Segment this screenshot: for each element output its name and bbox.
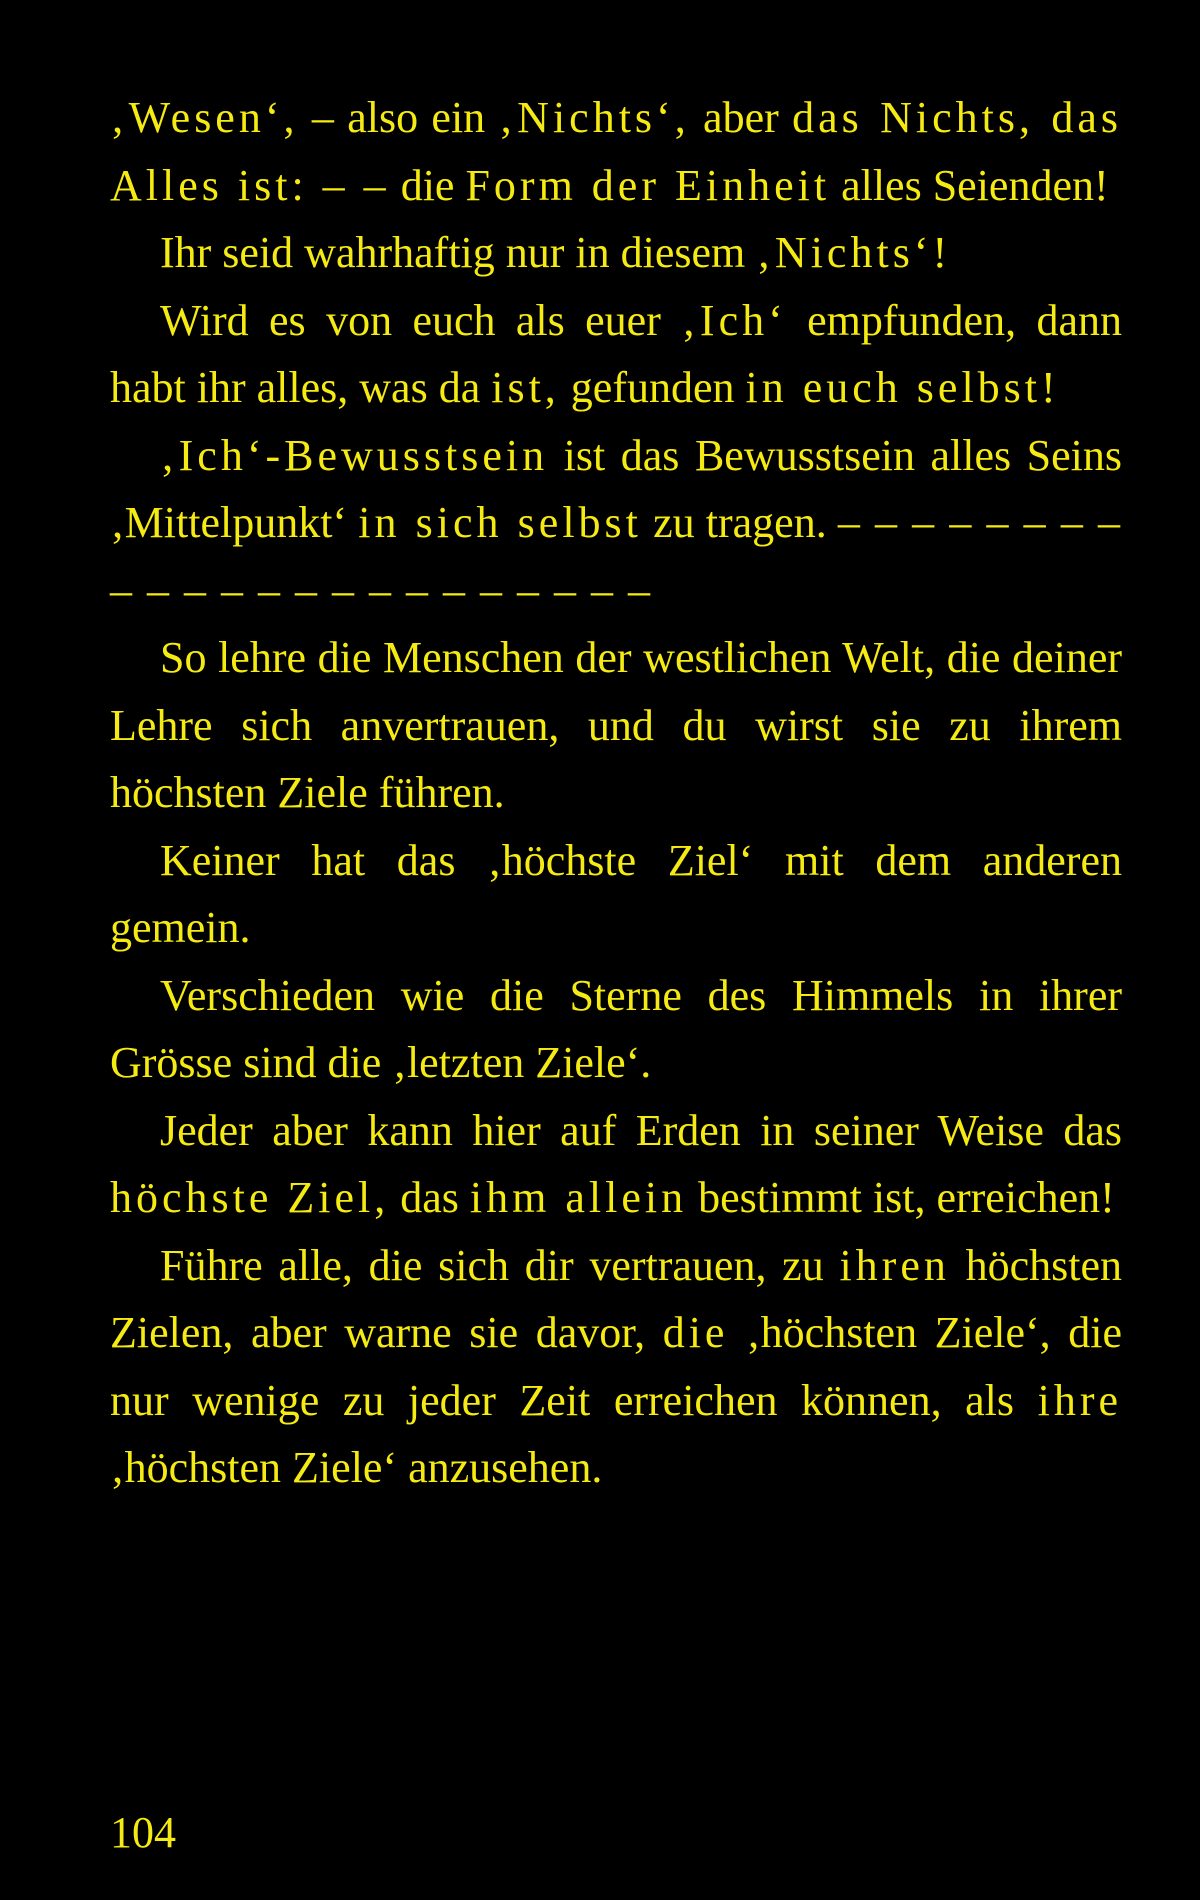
page-number: 104 bbox=[110, 1808, 176, 1857]
text-run: ist das Bewusstsein alles Seins ‚Mittelpunkt‘ bbox=[110, 430, 1122, 547]
paragraph bbox=[110, 84, 1122, 219]
text-run: Führe alle, die sich dir vertrauen, zu bbox=[160, 1240, 840, 1290]
spaced-emphasis-text: ‚Wesen‘, bbox=[110, 93, 299, 142]
text-run: gefunden bbox=[559, 363, 746, 412]
spaced-emphasis-text: in sich selbst bbox=[358, 498, 642, 547]
spaced-emphasis-text: ‚Ich‘ bbox=[681, 295, 787, 345]
spaced-emphasis-text: das Nichts, das Alles ist: – – bbox=[110, 93, 1122, 210]
spaced-emphasis-text: ist, bbox=[491, 363, 560, 412]
text-run: Wird es von euch als euer bbox=[160, 295, 682, 345]
text-run: Jeder aber kann hier auf Erden in seiner Weise das bbox=[160, 1105, 1122, 1155]
text-run: ‚höchsten Ziele‘ anzusehen. bbox=[110, 1443, 603, 1492]
spaced-emphasis-text: in euch selbst! bbox=[745, 363, 1060, 412]
text-run: empfunden, dann habt ihr alles, was da bbox=[110, 295, 1122, 412]
paragraph bbox=[110, 287, 1122, 422]
text-run: bestimmt ist, erreichen! bbox=[687, 1173, 1115, 1222]
spaced-emphasis-text: ihre bbox=[1037, 1375, 1122, 1425]
spaced-emphasis-text: ‚Nichts‘! bbox=[756, 228, 952, 277]
text-run: zu tragen. bbox=[641, 498, 838, 547]
spaced-emphasis-text: ihm allein bbox=[469, 1173, 688, 1222]
spaced-emphasis-text: Form der Einheit bbox=[465, 160, 831, 210]
paragraph bbox=[110, 1097, 1122, 1232]
text-run: Keiner hat das ‚höchste Ziel‘ mit dem anderen gemein. bbox=[110, 835, 1122, 952]
dash-rule: – – – – – – – – – – – – – – – – – – – – – – – bbox=[110, 498, 1122, 615]
page-body-text bbox=[110, 84, 1122, 1502]
paragraph bbox=[110, 827, 1122, 962]
spaced-emphasis-text: ‚Nichts‘, bbox=[498, 93, 690, 142]
spaced-emphasis-text: höchste Ziel, bbox=[110, 1173, 390, 1222]
paragraph bbox=[110, 1232, 1122, 1502]
spaced-emphasis-text: ‚Ich‘-Bewusstsein bbox=[160, 430, 549, 480]
text-run: So lehre die Menschen der westlichen Welt, die deiner Lehre sich anvertrauen, und du wirst sie zu ihrem höchsten Ziele führen. bbox=[110, 633, 1122, 817]
paragraph bbox=[110, 624, 1122, 827]
text-run: Ihr seid wahrhaftig nur in diesem bbox=[160, 228, 757, 277]
text-run: die bbox=[389, 160, 466, 210]
text-run: – also ein bbox=[298, 93, 499, 142]
text-run: aber bbox=[689, 93, 793, 142]
text-run: höchsten Zielen, aber warne sie davor, bbox=[110, 1240, 1122, 1357]
text-run: Verschieden wie die Sterne des Himmels in ihrer Grösse sind die ‚letzten Ziele‘. bbox=[110, 970, 1122, 1087]
paragraph bbox=[110, 962, 1122, 1097]
spaced-emphasis-text: die bbox=[662, 1308, 729, 1357]
text-run: ‚höchsten Ziele‘, die nur wenige zu jeder Zeit erreichen können, als bbox=[110, 1308, 1122, 1425]
text-run: das bbox=[389, 1173, 470, 1222]
spaced-emphasis-text: ihren bbox=[839, 1240, 950, 1290]
paragraph bbox=[110, 422, 1122, 625]
text-run: alles Seienden! bbox=[830, 160, 1109, 210]
paragraph bbox=[110, 219, 1122, 287]
